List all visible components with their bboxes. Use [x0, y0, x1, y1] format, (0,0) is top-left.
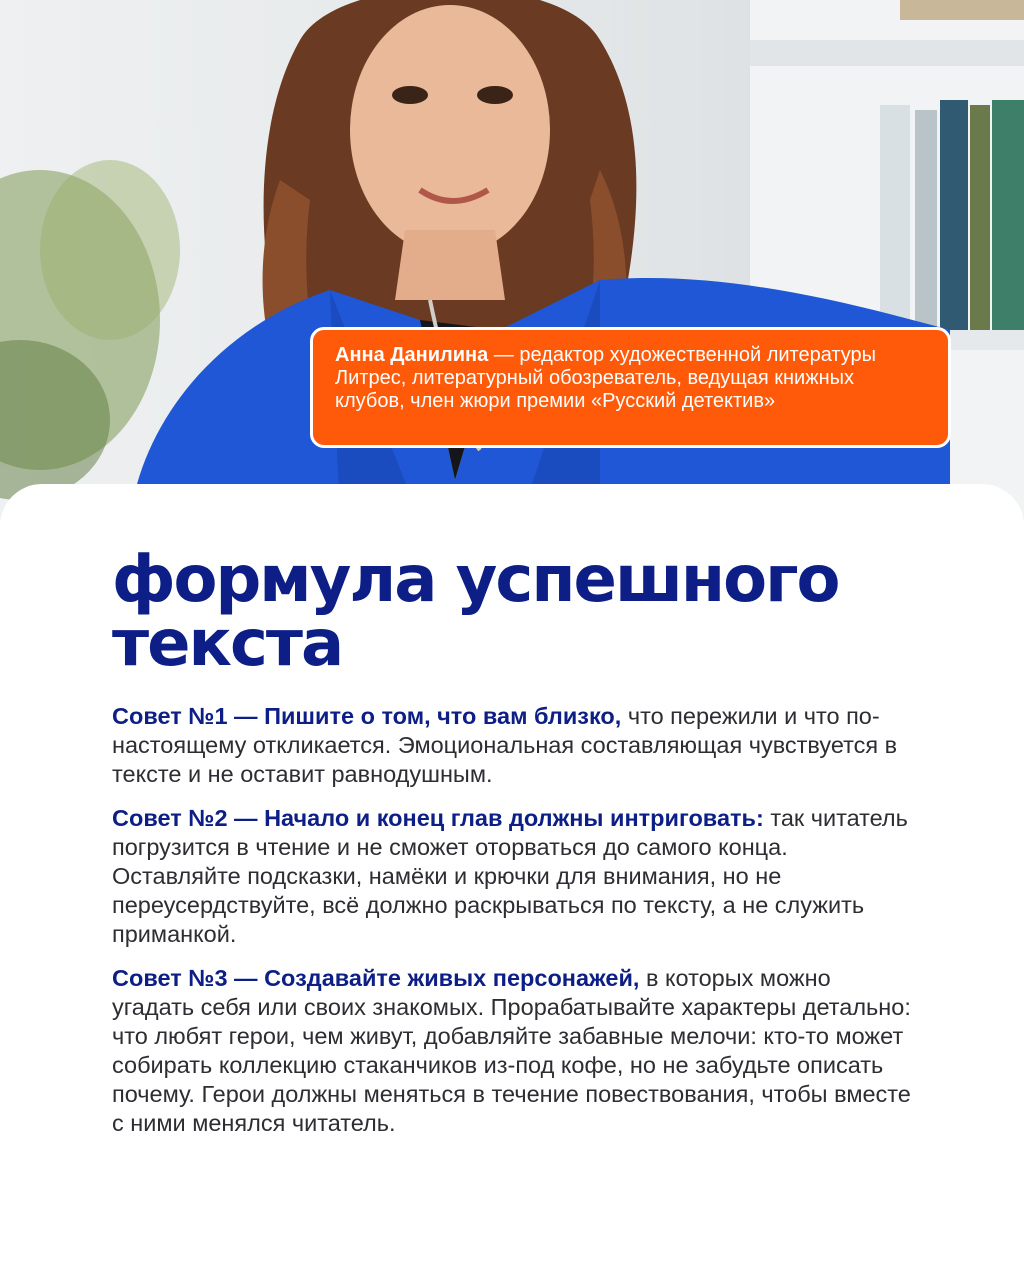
tip-2: [112, 804, 912, 949]
page-title: формула успешного текста: [112, 543, 839, 681]
tip-3: [112, 964, 912, 1138]
author-caption: [310, 327, 951, 448]
tip-2-text: так читатель погрузится в чтение и не сможет оторваться до самого конца. Оставляйте подсказки, намёки и крючки для внимания, но не переусердствуйте, всё должно раскрываться по тексту, а не служить приманкой.: [112, 805, 908, 947]
portrait-photo: [0, 0, 1024, 520]
tips-list: [112, 702, 912, 1153]
author-description: — редактор художественной литературы Литрес, литературный обозреватель, ведущая книжных клубов, член жюри премии «Русский детектив»: [335, 344, 877, 412]
tip-1: [112, 702, 912, 789]
author-name: Анна Данилина: [335, 344, 489, 366]
tip-3-lead: Совет №3 — Создавайте живых персонажей,: [112, 965, 640, 991]
tip-1-lead: Совет №1 — Пишите о том, что вам близко,: [112, 703, 622, 729]
tip-1-text: что пережили и что по-настоящему откликается. Эмоциональная составляющая чувствуется в тексте и не оставит равнодушным.: [112, 703, 898, 787]
tip-3-text: в которых можно угадать себя или своих знакомых. Прорабатывайте характеры детально: что любят герои, чем живут, добавляйте забавные мелочи: кто-то может собирать коллекцию стаканчиков из-под кофе, но не забудьте описать почему. Герои должны меняться в течение повествования, чтобы вместе с ними менялся читатель.: [112, 965, 911, 1136]
tip-2-lead: Совет №2 — Начало и конец глав должны интриговать:: [112, 805, 764, 831]
